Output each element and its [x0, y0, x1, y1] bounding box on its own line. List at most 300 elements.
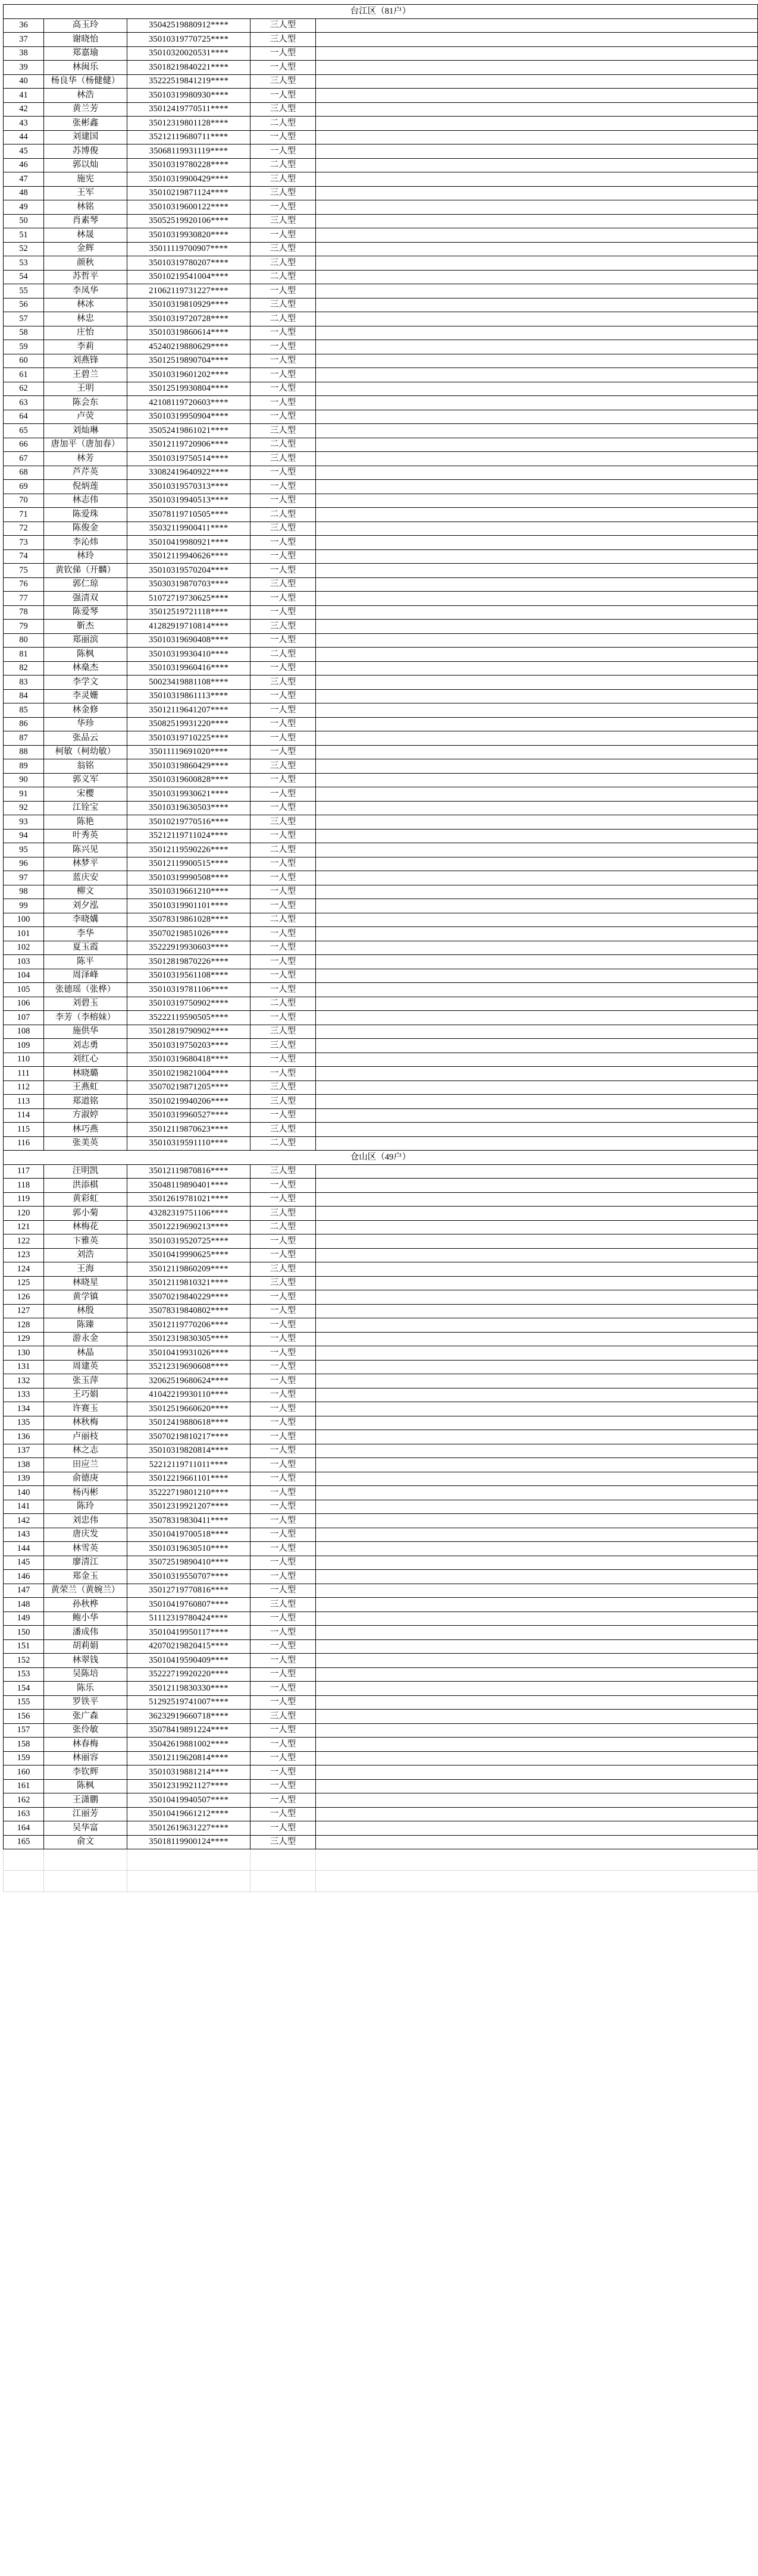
- household-type-cell: 三人型: [250, 242, 316, 256]
- table-row[interactable]: [4, 298, 758, 312]
- id-number-cell: 35212119711024****: [127, 829, 250, 843]
- household-type-cell: 一人型: [250, 1765, 316, 1780]
- empty-cell[interactable]: [44, 1849, 127, 1871]
- applicant-name-cell: 郑嘉瑜: [44, 46, 127, 61]
- household-type-cell: 一人型: [250, 1500, 316, 1514]
- row-spacer-cell: [316, 1598, 758, 1612]
- empty-cell[interactable]: [250, 1849, 316, 1871]
- table-row[interactable]: [4, 1346, 758, 1361]
- household-type-cell: 一人型: [250, 396, 316, 410]
- row-spacer-cell: [316, 1123, 758, 1137]
- table-row[interactable]: [4, 703, 758, 718]
- household-type-cell: 二人型: [250, 997, 316, 1011]
- applicant-name-cell: 张彬鑫: [44, 117, 127, 131]
- table-row[interactable]: [4, 1025, 758, 1039]
- row-spacer-cell: [316, 102, 758, 117]
- id-number-cell: 35078319830411****: [127, 1514, 250, 1528]
- row-number-cell: 136: [4, 1430, 44, 1444]
- empty-cell[interactable]: [316, 1871, 758, 1892]
- household-type-cell: 三人型: [250, 522, 316, 536]
- table-row[interactable]: [4, 1234, 758, 1249]
- id-number-cell: 35012119870623****: [127, 1123, 250, 1137]
- applicant-name-cell: 游永金: [44, 1332, 127, 1346]
- table-row[interactable]: [4, 773, 758, 787]
- id-number-cell: 35010219871124****: [127, 186, 250, 200]
- table-row[interactable]: [4, 1430, 758, 1444]
- empty-cell[interactable]: [127, 1871, 250, 1892]
- table-row[interactable]: [4, 717, 758, 731]
- applicant-name-cell: 林冰: [44, 298, 127, 312]
- id-number-cell: 35010319591110****: [127, 1136, 250, 1151]
- table-row[interactable]: [4, 130, 758, 144]
- table-row[interactable]: [4, 1667, 758, 1682]
- row-number-cell: 39: [4, 61, 44, 75]
- row-number-cell: 76: [4, 577, 44, 592]
- row-number-cell: 132: [4, 1374, 44, 1388]
- row-number-cell: 44: [4, 130, 44, 144]
- table-row[interactable]: [4, 312, 758, 326]
- table-row[interactable]: [4, 1179, 758, 1193]
- table-row[interactable]: [4, 997, 758, 1011]
- table-row[interactable]: [4, 1528, 758, 1542]
- table-row[interactable]: [4, 549, 758, 564]
- table-row[interactable]: [4, 466, 758, 480]
- household-type-cell: 一人型: [250, 1821, 316, 1836]
- applicant-name-cell: 林浩: [44, 89, 127, 103]
- row-spacer-cell: [316, 1584, 758, 1598]
- table-row[interactable]: [4, 1835, 758, 1849]
- row-number-cell: 38: [4, 46, 44, 61]
- row-spacer-cell: [316, 1346, 758, 1361]
- row-number-cell: 117: [4, 1164, 44, 1179]
- table-row[interactable]: [4, 605, 758, 620]
- table-row[interactable]: [4, 18, 758, 33]
- row-number-cell: 119: [4, 1192, 44, 1207]
- table-row[interactable]: [4, 1472, 758, 1486]
- table-row[interactable]: [4, 592, 758, 606]
- table-row[interactable]: [4, 1751, 758, 1765]
- table-row[interactable]: [4, 1290, 758, 1305]
- id-number-cell: 35010319720728****: [127, 312, 250, 326]
- table-row[interactable]: [4, 508, 758, 522]
- row-spacer-cell: [316, 1723, 758, 1738]
- applicant-name-cell: 郑丽滨: [44, 633, 127, 648]
- table-row[interactable]: [4, 1682, 758, 1696]
- row-number-cell: 161: [4, 1779, 44, 1793]
- row-number-cell: 112: [4, 1080, 44, 1095]
- id-number-cell: 35010319600828****: [127, 773, 250, 787]
- applicant-name-cell: 刘红心: [44, 1053, 127, 1067]
- household-type-cell: 一人型: [250, 1472, 316, 1486]
- household-type-cell: 一人型: [250, 1654, 316, 1668]
- table-row[interactable]: [4, 885, 758, 899]
- household-type-cell: 一人型: [250, 1444, 316, 1458]
- table-row[interactable]: [4, 270, 758, 284]
- row-number-cell: 62: [4, 382, 44, 396]
- table-row[interactable]: [4, 1095, 758, 1109]
- row-spacer-cell: [316, 969, 758, 983]
- id-number-cell: 35010319781106****: [127, 983, 250, 997]
- table-row[interactable]: [4, 1738, 758, 1752]
- table-row[interactable]: [4, 787, 758, 802]
- table-row[interactable]: [4, 1416, 758, 1430]
- table-row[interactable]: [4, 74, 758, 89]
- id-number-cell: 35030319870703****: [127, 577, 250, 592]
- id-number-cell: 35012519660620****: [127, 1402, 250, 1416]
- table-row[interactable]: [4, 284, 758, 299]
- applicant-name-cell: 刘夕泓: [44, 899, 127, 913]
- row-spacer-cell: [316, 1682, 758, 1696]
- row-spacer-cell: [316, 648, 758, 662]
- table-row[interactable]: [4, 1486, 758, 1500]
- table-row[interactable]: [4, 676, 758, 690]
- row-number-cell: 115: [4, 1123, 44, 1137]
- table-row[interactable]: [4, 829, 758, 843]
- table-row[interactable]: [4, 620, 758, 634]
- table-row[interactable]: [4, 1080, 758, 1095]
- row-spacer-cell: [316, 1751, 758, 1765]
- table-row[interactable]: [4, 158, 758, 172]
- table-row[interactable]: [4, 1039, 758, 1053]
- table-row[interactable]: [4, 396, 758, 410]
- row-number-cell: 142: [4, 1514, 44, 1528]
- household-type-cell: 三人型: [250, 74, 316, 89]
- table-row[interactable]: [4, 969, 758, 983]
- household-type-cell: 一人型: [250, 480, 316, 494]
- table-row[interactable]: [4, 913, 758, 927]
- row-number-cell: 123: [4, 1248, 44, 1262]
- applicant-name-cell: 林晶: [44, 1346, 127, 1361]
- table-row[interactable]: [4, 759, 758, 774]
- row-spacer-cell: [316, 480, 758, 494]
- table-row[interactable]: [4, 117, 758, 131]
- applicant-name-cell: 陈玲: [44, 1500, 127, 1514]
- household-type-cell: 一人型: [250, 1639, 316, 1654]
- table-row[interactable]: [4, 857, 758, 871]
- id-number-cell: 35012619781021****: [127, 1192, 250, 1207]
- row-spacer-cell: [316, 1821, 758, 1836]
- table-row[interactable]: [4, 564, 758, 578]
- table-row[interactable]: [4, 1793, 758, 1808]
- table-row[interactable]: [4, 438, 758, 452]
- table-row[interactable]: [4, 689, 758, 703]
- table-row[interactable]: [4, 368, 758, 382]
- household-type-cell: 一人型: [250, 368, 316, 382]
- row-spacer-cell: [316, 1416, 758, 1430]
- table-row[interactable]: [4, 1626, 758, 1640]
- applicant-name-cell: 王明: [44, 382, 127, 396]
- empty-row[interactable]: [4, 1849, 758, 1871]
- row-number-cell: 113: [4, 1095, 44, 1109]
- table-row[interactable]: [4, 200, 758, 215]
- id-number-cell: 35012119900515****: [127, 857, 250, 871]
- table-row[interactable]: [4, 1514, 758, 1528]
- table-row[interactable]: [4, 843, 758, 857]
- applicant-name-cell: 夏玉霞: [44, 941, 127, 955]
- table-row[interactable]: [4, 899, 758, 913]
- row-number-cell: 83: [4, 676, 44, 690]
- table-row[interactable]: [4, 633, 758, 648]
- applicant-name-cell: 倪炳莲: [44, 480, 127, 494]
- id-number-cell: 45240219880629****: [127, 340, 250, 354]
- table-row[interactable]: [4, 522, 758, 536]
- household-type-cell: 一人型: [250, 1542, 316, 1556]
- id-number-cell: 35078119710505****: [127, 508, 250, 522]
- table-row[interactable]: [4, 1276, 758, 1290]
- table-row[interactable]: [4, 61, 758, 75]
- table-row[interactable]: [4, 89, 758, 103]
- household-type-cell: 一人型: [250, 983, 316, 997]
- household-type-cell: 一人型: [250, 1304, 316, 1318]
- applicant-name-cell: 林燊杰: [44, 661, 127, 676]
- row-spacer-cell: [316, 61, 758, 75]
- household-type-cell: 三人型: [250, 1123, 316, 1137]
- table-row[interactable]: [4, 1360, 758, 1374]
- table-row[interactable]: [4, 354, 758, 368]
- row-spacer-cell: [316, 298, 758, 312]
- row-spacer-cell: [316, 117, 758, 131]
- applicant-name-cell: 李华: [44, 927, 127, 941]
- row-spacer-cell: [316, 1164, 758, 1179]
- table-row[interactable]: [4, 955, 758, 969]
- row-spacer-cell: [316, 242, 758, 256]
- id-number-cell: 35010319750203****: [127, 1039, 250, 1053]
- table-row[interactable]: [4, 424, 758, 438]
- table-row[interactable]: [4, 242, 758, 256]
- household-type-cell: 三人型: [250, 298, 316, 312]
- table-row[interactable]: [4, 1611, 758, 1626]
- row-number-cell: 36: [4, 18, 44, 33]
- table-row[interactable]: [4, 186, 758, 200]
- table-row[interactable]: [4, 1318, 758, 1333]
- table-row[interactable]: [4, 801, 758, 815]
- row-spacer-cell: [316, 214, 758, 228]
- row-spacer-cell: [316, 1542, 758, 1556]
- id-number-cell: 21062119731227****: [127, 284, 250, 299]
- table-row[interactable]: [4, 172, 758, 187]
- table-row[interactable]: [4, 1248, 758, 1262]
- household-type-cell: 一人型: [250, 1556, 316, 1570]
- row-number-cell: 102: [4, 941, 44, 955]
- household-type-cell: 一人型: [250, 549, 316, 564]
- empty-cell[interactable]: [44, 1871, 127, 1892]
- row-number-cell: 72: [4, 522, 44, 536]
- row-spacer-cell: [316, 731, 758, 746]
- table-row[interactable]: [4, 1570, 758, 1584]
- applicant-name-cell: 林志伟: [44, 494, 127, 508]
- table-row[interactable]: [4, 1710, 758, 1724]
- row-number-cell: 91: [4, 787, 44, 802]
- table-row[interactable]: [4, 144, 758, 159]
- table-row[interactable]: [4, 1584, 758, 1598]
- table-row[interactable]: [4, 815, 758, 830]
- table-row[interactable]: [4, 1444, 758, 1458]
- id-number-cell: 35012219690213****: [127, 1220, 250, 1234]
- table-row[interactable]: [4, 410, 758, 424]
- row-spacer-cell: [316, 1067, 758, 1081]
- applicant-name-cell: 林梅花: [44, 1220, 127, 1234]
- applicant-name-cell: 李凤华: [44, 284, 127, 299]
- empty-cell[interactable]: [127, 1849, 250, 1871]
- applicant-name-cell: 潘成伟: [44, 1626, 127, 1640]
- table-row[interactable]: [4, 1123, 758, 1137]
- household-type-cell: 一人型: [250, 1430, 316, 1444]
- table-row[interactable]: [4, 661, 758, 676]
- table-row[interactable]: [4, 494, 758, 508]
- id-number-cell: 35010319930410****: [127, 648, 250, 662]
- table-row[interactable]: [4, 1500, 758, 1514]
- table-row[interactable]: [4, 1220, 758, 1234]
- row-spacer-cell: [316, 815, 758, 830]
- household-type-cell: 一人型: [250, 1738, 316, 1752]
- row-spacer-cell: [316, 1500, 758, 1514]
- table-row[interactable]: [4, 1807, 758, 1821]
- id-number-cell: 32062519680624****: [127, 1374, 250, 1388]
- row-spacer-cell: [316, 466, 758, 480]
- id-number-cell: 35012819790902****: [127, 1025, 250, 1039]
- row-number-cell: 116: [4, 1136, 44, 1151]
- table-row[interactable]: [4, 382, 758, 396]
- table-row[interactable]: [4, 1164, 758, 1179]
- applicant-name-cell: 许赛玉: [44, 1402, 127, 1416]
- table-row[interactable]: [4, 983, 758, 997]
- row-number-cell: 69: [4, 480, 44, 494]
- table-row[interactable]: [4, 1556, 758, 1570]
- id-number-cell: 35012319921127****: [127, 1779, 250, 1793]
- table-row[interactable]: [4, 1067, 758, 1081]
- row-spacer-cell: [316, 1207, 758, 1221]
- table-row[interactable]: [4, 536, 758, 550]
- id-number-cell: 35222719920220****: [127, 1667, 250, 1682]
- allocation-table: [3, 4, 758, 1892]
- table-row[interactable]: [4, 941, 758, 955]
- table-row[interactable]: [4, 1388, 758, 1402]
- table-row[interactable]: [4, 1332, 758, 1346]
- row-number-cell: 74: [4, 549, 44, 564]
- table-row[interactable]: [4, 1108, 758, 1123]
- applicant-name-cell: 陈枫: [44, 648, 127, 662]
- applicant-name-cell: 黄钦俤（开麟）: [44, 564, 127, 578]
- table-row[interactable]: [4, 871, 758, 885]
- applicant-name-cell: 林玲: [44, 549, 127, 564]
- table-row[interactable]: [4, 1821, 758, 1836]
- table-row[interactable]: [4, 1639, 758, 1654]
- table-row[interactable]: [4, 256, 758, 271]
- row-number-cell: 124: [4, 1262, 44, 1277]
- table-row[interactable]: [4, 745, 758, 759]
- table-row[interactable]: [4, 648, 758, 662]
- row-number-cell: 87: [4, 731, 44, 746]
- table-row[interactable]: [4, 33, 758, 47]
- row-spacer-cell: [316, 1332, 758, 1346]
- row-spacer-cell: [316, 913, 758, 927]
- row-number-cell: 66: [4, 438, 44, 452]
- table-row[interactable]: [4, 577, 758, 592]
- table-row[interactable]: [4, 1779, 758, 1793]
- table-row[interactable]: [4, 46, 758, 61]
- household-type-cell: 三人型: [250, 1025, 316, 1039]
- row-number-cell: 89: [4, 759, 44, 774]
- table-row[interactable]: [4, 1304, 758, 1318]
- table-row[interactable]: [4, 214, 758, 228]
- table-row[interactable]: [4, 1654, 758, 1668]
- row-spacer-cell: [316, 1388, 758, 1402]
- row-spacer-cell: [316, 1626, 758, 1640]
- row-spacer-cell: [316, 1304, 758, 1318]
- row-number-cell: 139: [4, 1472, 44, 1486]
- row-spacer-cell: [316, 1248, 758, 1262]
- table-row[interactable]: [4, 1542, 758, 1556]
- row-number-cell: 105: [4, 983, 44, 997]
- row-number-cell: 99: [4, 899, 44, 913]
- empty-cell[interactable]: [250, 1871, 316, 1892]
- id-number-cell: 35070219851026****: [127, 927, 250, 941]
- table-row[interactable]: [4, 1402, 758, 1416]
- table-row[interactable]: [4, 927, 758, 941]
- row-spacer-cell: [316, 228, 758, 243]
- table-row[interactable]: [4, 1192, 758, 1207]
- household-type-cell: 一人型: [250, 731, 316, 746]
- table-row[interactable]: [4, 1765, 758, 1780]
- applicant-name-cell: 颜秋: [44, 256, 127, 271]
- table-row[interactable]: [4, 1262, 758, 1277]
- applicant-name-cell: 黄荣兰（黄婉兰）: [44, 1584, 127, 1598]
- row-number-cell: 154: [4, 1682, 44, 1696]
- table-row[interactable]: [4, 1458, 758, 1472]
- table-row[interactable]: [4, 1053, 758, 1067]
- table-row[interactable]: [4, 228, 758, 243]
- applicant-name-cell: 杨丙彬: [44, 1486, 127, 1500]
- row-number-cell: 50: [4, 214, 44, 228]
- id-number-cell: 35048119890401****: [127, 1179, 250, 1193]
- table-row[interactable]: [4, 340, 758, 354]
- household-type-cell: 一人型: [250, 46, 316, 61]
- id-number-cell: 35052419861021****: [127, 424, 250, 438]
- applicant-name-cell: 宋樱: [44, 787, 127, 802]
- empty-row[interactable]: [4, 1871, 758, 1892]
- table-row[interactable]: [4, 1695, 758, 1710]
- empty-cell[interactable]: [4, 1871, 44, 1892]
- table-row[interactable]: [4, 1011, 758, 1025]
- table-row[interactable]: [4, 1723, 758, 1738]
- row-spacer-cell: [316, 1444, 758, 1458]
- table-row[interactable]: [4, 1136, 758, 1151]
- household-type-cell: 一人型: [250, 745, 316, 759]
- table-row[interactable]: [4, 102, 758, 117]
- table-row[interactable]: [4, 731, 758, 746]
- id-number-cell: 35018219840221****: [127, 61, 250, 75]
- id-number-cell: 35010219821004****: [127, 1067, 250, 1081]
- id-number-cell: 35010319980930****: [127, 89, 250, 103]
- household-type-cell: 一人型: [250, 1807, 316, 1821]
- empty-cell[interactable]: [316, 1849, 758, 1871]
- table-row[interactable]: [4, 1374, 758, 1388]
- row-spacer-cell: [316, 74, 758, 89]
- household-type-cell: 二人型: [250, 843, 316, 857]
- applicant-name-cell: 蓝庆安: [44, 871, 127, 885]
- row-number-cell: 57: [4, 312, 44, 326]
- table-row[interactable]: [4, 326, 758, 340]
- row-spacer-cell: [316, 522, 758, 536]
- table-row[interactable]: [4, 480, 758, 494]
- table-row[interactable]: [4, 1598, 758, 1612]
- table-row[interactable]: [4, 452, 758, 466]
- empty-cell[interactable]: [4, 1849, 44, 1871]
- table-row[interactable]: [4, 1207, 758, 1221]
- id-number-cell: 35010319690408****: [127, 633, 250, 648]
- applicant-name-cell: 郭以灿: [44, 158, 127, 172]
- row-spacer-cell: [316, 396, 758, 410]
